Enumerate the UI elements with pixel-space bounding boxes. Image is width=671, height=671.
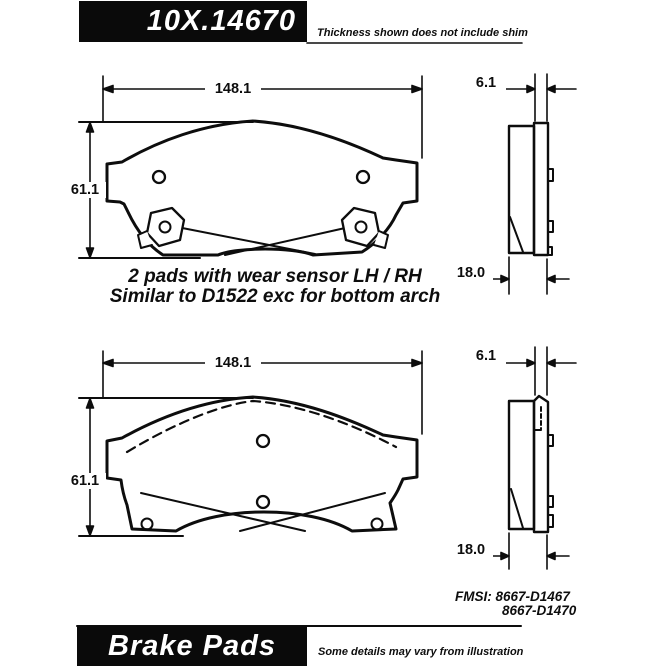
pad-hole xyxy=(153,171,165,183)
pad-hole xyxy=(257,496,269,508)
fmsi-row xyxy=(455,590,576,604)
wing-hole xyxy=(372,519,383,530)
dim-width-bottom: 148.1 xyxy=(205,355,261,371)
pad-front-view-top xyxy=(107,121,417,255)
footer-note: Some details may vary from illustration xyxy=(318,646,524,658)
dim-height-top: 61.1 xyxy=(64,182,106,198)
side-tab xyxy=(548,221,553,232)
backing-plate xyxy=(509,401,534,529)
side-foot xyxy=(548,247,552,255)
fmsi-code: 8667-D1470 xyxy=(502,603,577,618)
dim-height-bottom: 61.1 xyxy=(64,473,106,489)
chamfer-line xyxy=(510,217,523,252)
dimensions-bottom xyxy=(79,347,576,569)
dim-pad-thickness-bottom: 6.1 xyxy=(466,348,506,364)
fmsi-label: FMSI: xyxy=(455,589,492,604)
dim-total-thickness-bottom: 18.0 xyxy=(449,542,493,558)
side-tab xyxy=(548,515,553,527)
part-number-banner xyxy=(79,1,307,42)
fmsi-row xyxy=(455,604,576,618)
pad-front-view-bottom xyxy=(107,397,417,531)
friction-layer xyxy=(534,123,548,255)
pad-side-view-top xyxy=(509,123,553,255)
caption-line1: 2 pads with wear sensor LH / RH xyxy=(128,266,422,287)
fmsi-code: 8667-D1467 xyxy=(495,589,570,604)
side-tab xyxy=(548,435,553,446)
pad-outline xyxy=(107,397,417,531)
product-title: Brake Pads xyxy=(108,629,276,662)
dim-total-thickness-top: 18.0 xyxy=(449,265,493,281)
dim-width-top: 148.1 xyxy=(205,81,261,97)
pad-hole xyxy=(257,435,269,447)
caption-line2: Similar to D1522 exc for bottom arch xyxy=(109,285,441,307)
pad-hole xyxy=(357,171,369,183)
dim-pad-thickness-top: 6.1 xyxy=(466,75,506,91)
product-title-banner xyxy=(77,626,307,666)
side-tab xyxy=(548,496,553,507)
backing-plate xyxy=(509,126,534,253)
pad-side-view-bottom xyxy=(509,396,553,532)
wear-sensor-clip xyxy=(342,208,379,246)
fmsi-block xyxy=(455,590,576,618)
dimensions-top xyxy=(79,74,576,294)
caption xyxy=(60,267,490,306)
shim-dashed-line xyxy=(127,401,396,452)
chamfer-line xyxy=(511,489,523,528)
side-tab xyxy=(548,169,553,181)
header-note: Thickness shown does not include shim xyxy=(317,27,528,39)
wing-hole xyxy=(142,519,153,530)
wear-sensor-clip xyxy=(147,208,184,246)
part-number: 10X.14670 xyxy=(146,5,296,37)
